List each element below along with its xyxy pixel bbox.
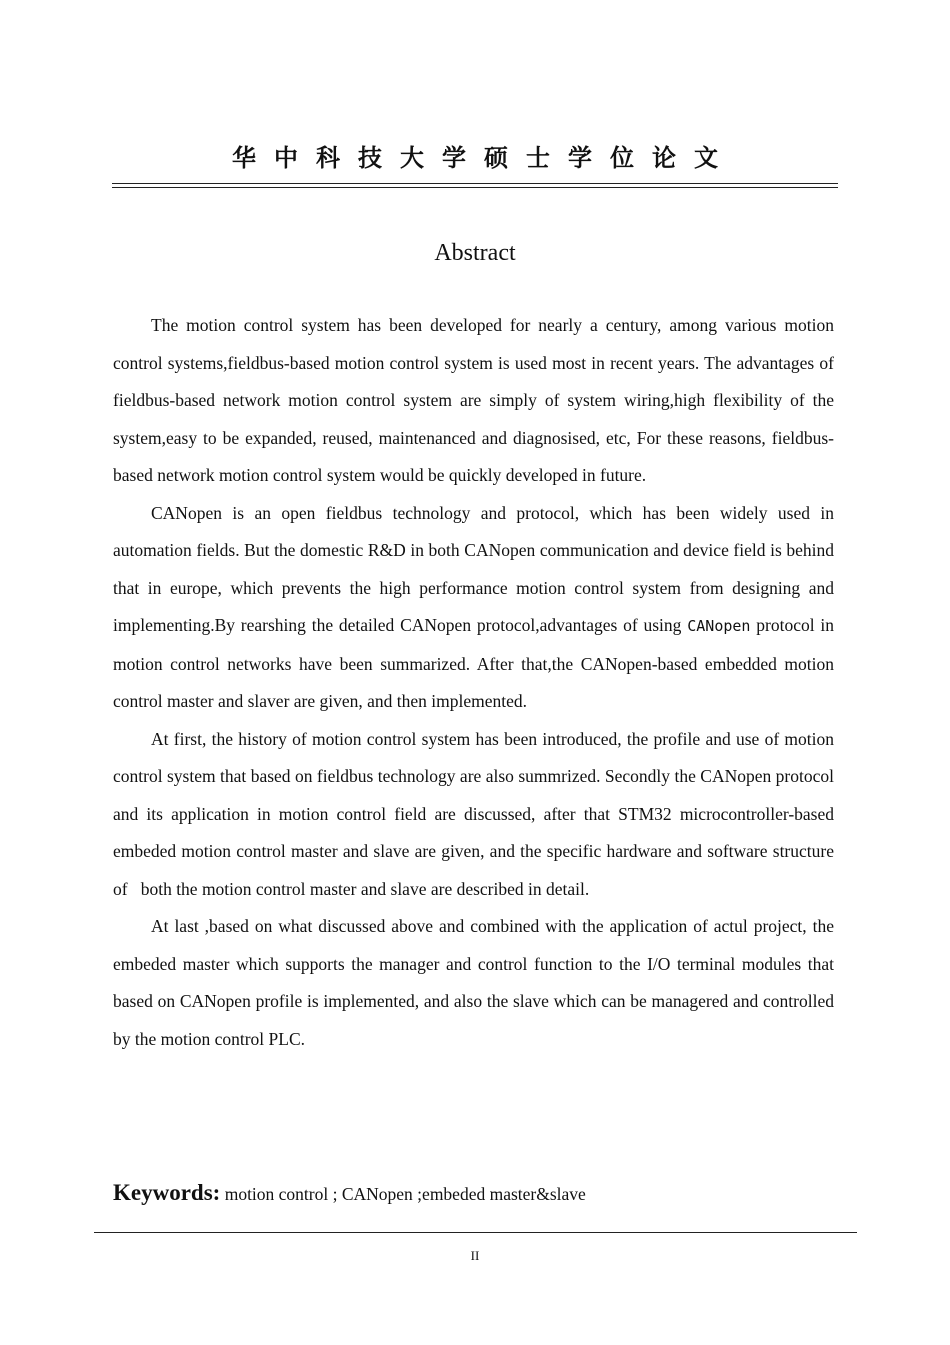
abstract-heading: Abstract (434, 240, 516, 266)
footer-rule (94, 1232, 857, 1233)
keywords-label: Keywords: (113, 1180, 221, 1205)
abstract-paragraph-1: The motion control system has been developed for nearly a century, among various motion control systems,fieldbus-based motion control system is used most in recent years. The advantages of fieldbus-based network motion control system are simply of system wiring,high flexibility of the system,easy to be expanded, reused, maintenanced and diagnosised, etc, For these reasons, fieldbus-based network motion control system would be quickly developed in future. (113, 315, 834, 485)
paragraph-2-mono-term: CANopen (687, 617, 751, 635)
abstract-body (113, 307, 834, 1058)
paragraph-2-text-b: protocol in motion control networks have been summarized. After that,the CANopen-based embedded motion control master and slaver are given, and then implemented. (113, 615, 834, 711)
keywords-line (113, 1174, 834, 1213)
paragraph-2-text-a: CANopen is an open fieldbus technology and protocol, which has been widely used in automation fields. But the domestic R&D in both CANopen communication and device field is behind that in europe, which prevents the high performance motion control system from designing and implementing.By rearshing the detailed CANopen protocol,advantages of using (113, 502, 834, 635)
abstract-paragraph-2 (113, 495, 834, 721)
page-number: II (470, 1248, 480, 1263)
thesis-header-title: 华中科技大学硕士学位论文 (232, 143, 736, 172)
header-rule-thick (112, 183, 838, 184)
abstract-paragraph-4: At last ,based on what discussed above and combined with the application of actul project, the embeded master which supports the manager and control function to the I/O terminal modules that based on CANopen profile is implemented, and also the slave which can be managered and controlled by the motion control PLC. (113, 916, 834, 1049)
keywords-text: motion control ; CANopen ;embeded master&slave (220, 1184, 586, 1204)
header-rule-thin (112, 187, 838, 188)
abstract-paragraph-3: At first, the history of motion control system has been introduced, the profile and use of motion control system that based on fieldbus technology are also summrized. Secondly the CANopen protocol and its application in motion control field are discussed, after that STM32 microcontroller-based embeded motion control master and slave are given, and the specific hardware and software structure of both the motion control master and slave are described in detail. (113, 728, 834, 899)
